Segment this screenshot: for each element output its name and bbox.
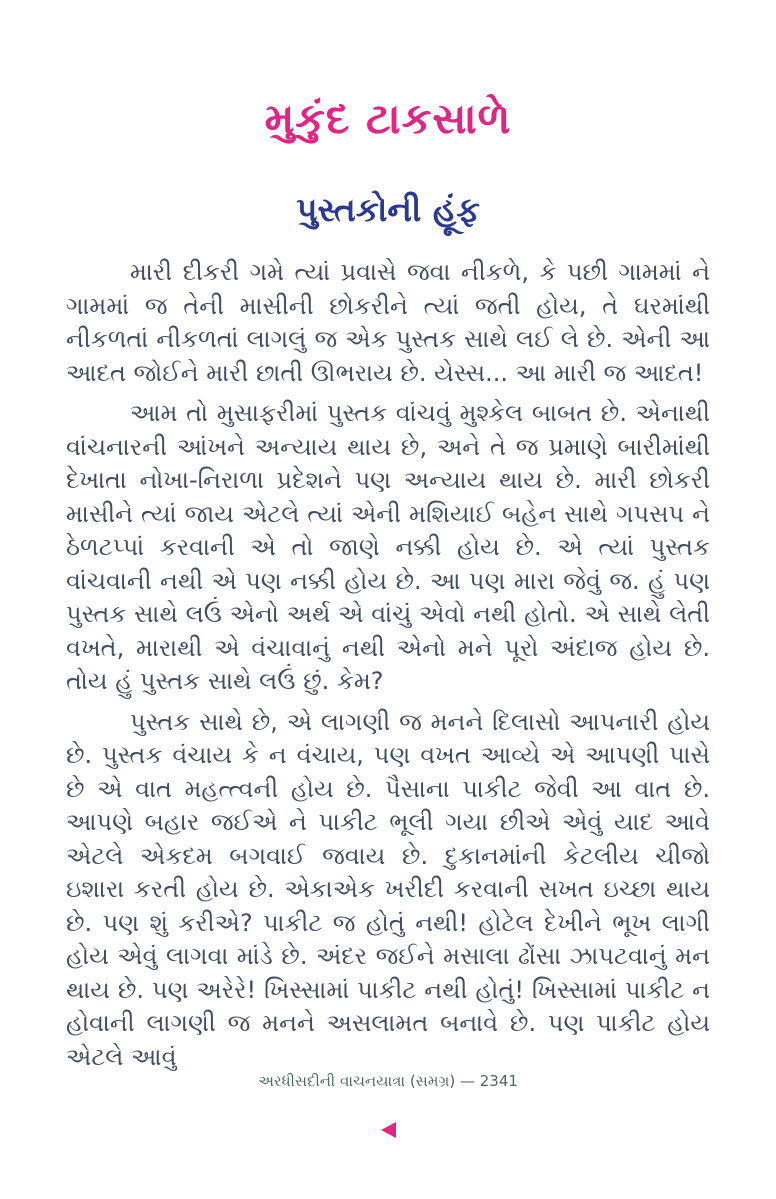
author-name: મુકુંદ ટાકસાળે [264,94,512,143]
article-title: પુસ્તકોની હૂંફ [296,190,480,229]
article-body [66,256,710,1074]
paragraph: મારી દીકરી ગમે ત્યાં પ્રવાસે જવા નીકળે, કે પછી ગામમાં ને ગામમાં જ તેની માસીની છોકરીને ત્યાં જતી હોય, તે ઘરમાંથી નીકળતાં નીકળતાં લાગલું જ એક પુસ્તક સાથે લઈ લે છે. એની આ આદત જોઈને મારી છાતી ઊભરાય છે. યેસ્સ... આ મારી જ આદત! [66,258,710,387]
paragraph: આમ તો મુસાફરીમાં પુસ્તક વાંચવું મુશ્કેલ બાબત છે. એનાથી વાંચનારની આંખને અન્યાય થાય છે, અને તે જ પ્રમાણે બારીમાંથી દેખાતા નોખા-નિરાળા પ્રદેશને પણ અન્યાય થાય છે. મારી છોકરી માસીને ત્યાં જાય એટલે ત્યાં એની મશિયાઈ બહેન સાથે ગપસપ ને ઠેળટપ્પાં કરવાની એ તો જાણે નક્કી હોય છે. એ ત્યાં પુસ્તક વાંચવાની નથી એ પણ નક્કી હોય છે. આ પણ મારા જેવું જ. હું પણ પુસ્તક સાથે લઉં એનો અર્થ એ વાંચું એવો નથી હોતો. એ સાથે લેતી વખતે, મારાથી એ વંચાવાનું નથી એનો મને પૂરો અંદાજ હોય છે. તોય હું પુસ્તક સાથે લઉં છું. કેમ? [66,399,710,695]
footer-caption: અરધીસદીની વાચનયાત્રા (સમગ્ર) — 2341 [258,1072,518,1090]
prev-page-button[interactable] [380,1122,396,1138]
left-triangle-icon [381,1122,396,1138]
paragraph: પુસ્તક સાથે છે, એ લાગણી જ મનને દિલાસો આપનારી હોય છે. પુસ્તક વંચાય કે ન વંચાય, પણ વખત આવ્યે એ આપણી પાસે છે એ વાત મહત્ત્વની હોય છે. પૈસાના પાકીટ જેવી આ વાત છે. આપણે બહાર જઈએ ને પાકીટ ભૂલી ગયા છીએ એવું યાદ આવે એટલે એકદમ બગવાઈ જવાય છે. દુકાનમાંની કેટલીય ચીજો ઇશારા કરતી હોય છે. એકાએક ખરીદી કરવાની સખત ઇચ્છા થાય છે. પણ શું કરીએ? પાકીટ જ હોતું નથી! હોટેલ દેખીને ભૂખ લાગી હોય એવું લાગવા માંડે છે. અંદર જઈને મસાલા ઢોંસા ઝાપટવાનું મન થાય છે. પણ અરેરે! ખિસ્સામાં પાકીટ નથી હોતું! ખિસ્સામાં પાકીટ ન હોવાની લાગણી જ મનને અસલામત બનાવે છે. પણ પાકીટ હોય એટલે આવું [66,707,710,1071]
